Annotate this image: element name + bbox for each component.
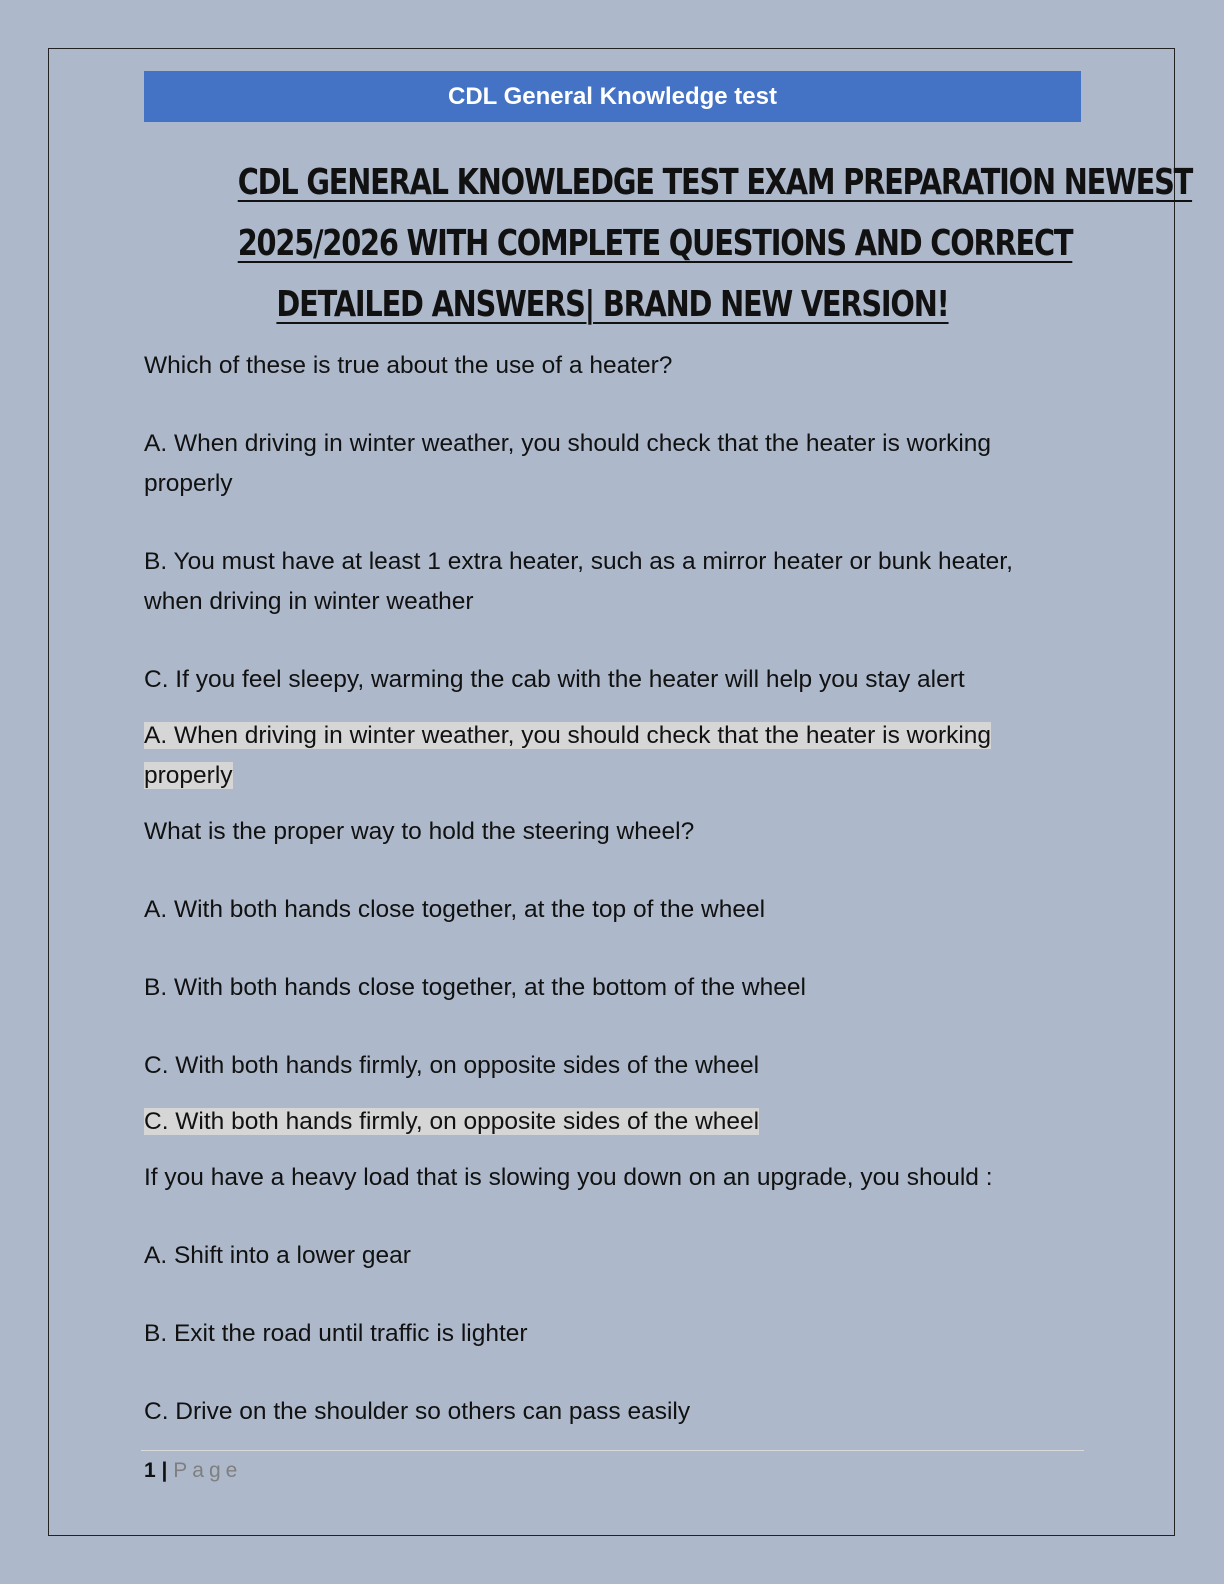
footer-divider: [141, 1450, 1084, 1451]
page-footer: [144, 1456, 242, 1486]
header-title: CDL General Knowledge test: [448, 82, 777, 110]
question-text: Which of these is true about the use of a heater?: [144, 352, 673, 379]
title-line-2: 2025/2026 WITH COMPLETE QUESTIONS AND CORRECT: [237, 223, 1073, 264]
header-bar: [144, 71, 1081, 122]
option-c: C. If you feel sleepy, warming the cab with the heater will help you stay alert: [144, 666, 965, 693]
option-b: B. With both hands close together, at the bottom of the wheel: [144, 974, 806, 1001]
answer-text: C. With both hands firmly, on opposite sides of the wheel: [144, 1108, 760, 1135]
page-number: 1: [144, 1459, 156, 1482]
option-c: C. Drive on the shoulder so others can pass easily: [144, 1398, 691, 1425]
title-line-1: CDL GENERAL KNOWLEDGE TEST EXAM PREPARATION NEWEST: [237, 162, 1193, 203]
option-a: A. With both hands close together, at the top of the wheel: [144, 896, 766, 923]
option-c: C. With both hands firmly, on opposite sides of the wheel: [144, 1052, 760, 1079]
question-text: What is the proper way to hold the steering wheel?: [144, 818, 695, 845]
questions-content: [144, 346, 1064, 1448]
footer-separator: |: [161, 1459, 168, 1482]
option-b: B. You must have at least 1 extra heater, such as a mirror heater or bunk heater, when driving in winter weather: [144, 548, 1013, 615]
answer-highlight: [144, 1102, 1064, 1142]
option-a: A. Shift into a lower gear: [144, 1242, 411, 1269]
page-label: Page: [173, 1459, 243, 1482]
question-text: If you have a heavy load that is slowing you down on an upgrade, you should :: [144, 1164, 993, 1191]
option-b: B. Exit the road until traffic is lighter: [144, 1320, 528, 1347]
title-line-3: DETAILED ANSWERS| BRAND NEW VERSION!: [276, 284, 949, 325]
answer-highlight: [144, 716, 1064, 796]
document-title: [237, 152, 1193, 335]
option-a: A. When driving in winter weather, you should check that the heater is working properly: [144, 430, 992, 497]
answer-text: A. When driving in winter weather, you should check that the heater is working properly: [144, 722, 992, 789]
